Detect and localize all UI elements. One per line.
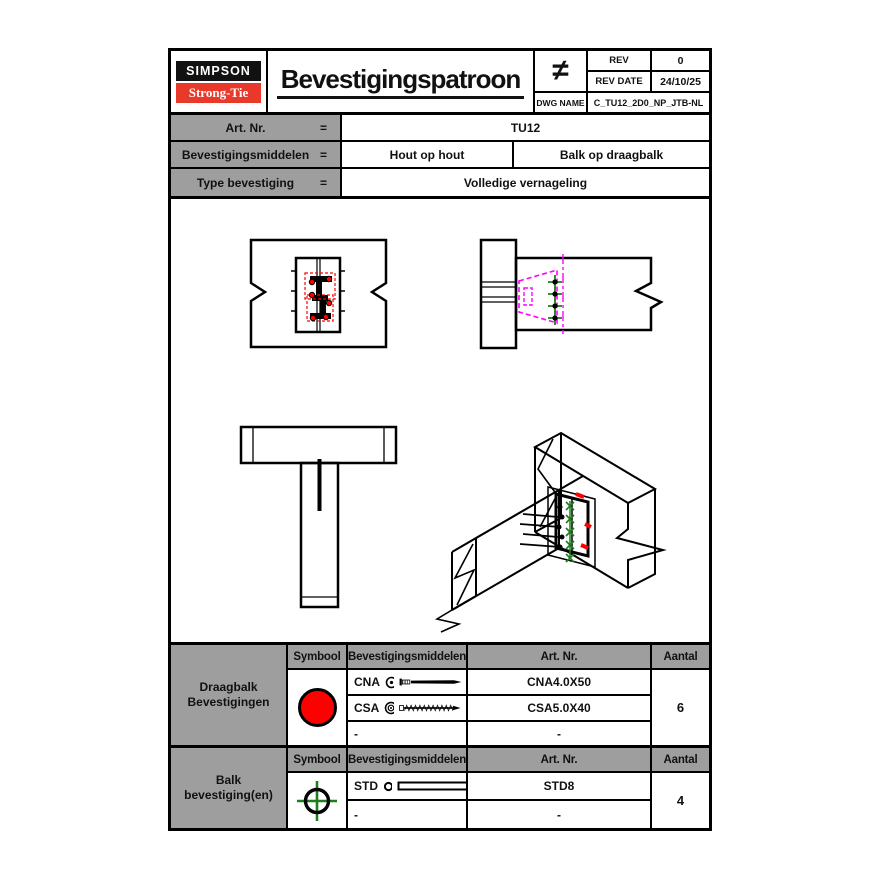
fastener-code: CSA [354,701,380,715]
fastener-label: Bevestigingsmiddelen [181,147,310,162]
fastener-value-2: Balk op draagbalk [514,142,709,167]
col-header-aantal: Aantal [652,748,709,771]
fastener-row-cna [348,670,466,694]
draagbalk-fastener-table [171,645,709,745]
rev-value: 0 [652,51,709,70]
red-circle-icon [298,688,337,727]
section-view-drawing [241,427,396,607]
technical-drawings [171,199,709,639]
artnr-empty: - [468,801,650,828]
col-header-artnr: Art. Nr. [468,645,650,668]
fastener-row-std [348,773,466,799]
artnr-std: STD8 [468,773,650,799]
draagbalk-qty: 6 [652,670,709,745]
page-title: Bevestigingspatroon [277,64,525,99]
logo [171,51,266,112]
screw-icon [399,701,466,715]
fastener-row-csa [348,696,466,720]
title-block [171,51,709,112]
rev-label: REV [588,51,650,70]
artnr-cna: CNA4.0X50 [468,670,650,694]
dwg-name-label: DWG NAME [535,93,586,112]
balk-fastener-table [171,748,709,828]
group-label-draagbalk: Draagbalk Bevestigingen [171,645,286,745]
equals-sign: = [320,120,328,135]
info-table [171,115,709,196]
ring-dot-marker-icon [385,676,394,689]
col-header-symbool: Symbool [288,645,346,668]
artnr-value: TU12 [342,115,709,140]
balk-symbol-cell [288,773,346,828]
crosshair-circle-icon [294,778,340,824]
balk-qty: 4 [652,773,709,828]
dwg-name-value: C_TU12_2D0_NP_JTB-NL [588,93,709,112]
fastener-code: STD [354,779,378,793]
double-ring-marker-icon [384,701,394,715]
circle-marker-icon [383,781,392,792]
equals-sign: = [320,175,328,190]
revision-block [535,51,709,112]
elevation-view-drawing [481,240,661,348]
artnr-empty: - [468,722,650,745]
rev-date-value: 24/10/25 [652,72,709,91]
logo-simpson: SIMPSON [176,61,261,81]
col-header-bevestigingsmiddelen: Bevestigingsmiddelen [348,748,466,771]
sheet-title-cell [268,51,533,112]
artnr-csa: CSA5.0X40 [468,696,650,720]
plan-view-drawing [251,240,386,347]
info-row-artnr-label [171,115,340,140]
group-label-balk: Balk bevestiging(en) [171,748,286,828]
logo-strongtie: Strong-Tie [176,83,261,103]
col-header-artnr: Art. Nr. [468,748,650,771]
fastener-code: CNA [354,675,380,689]
info-row-fastener-label [171,142,340,167]
artnr-label: Art. Nr. [225,120,266,135]
fastener-value-1: Hout op hout [342,142,512,167]
drawing-area [171,199,709,642]
isometric-view-drawing [437,433,663,632]
drawing-sheet [168,48,712,831]
type-label: Type bevestiging [196,175,295,190]
col-header-aantal: Aantal [652,645,709,668]
rev-date-label: REV DATE [588,72,650,91]
col-header-bevestigingsmiddelen: Bevestigingsmiddelen [348,645,466,668]
col-header-symbool: Symbool [288,748,346,771]
equals-sign: = [320,147,328,162]
type-value: Volledige vernageling [342,169,709,196]
nail-icon [399,675,466,689]
draagbalk-symbol-cell [288,670,346,745]
info-row-type-label [171,169,340,196]
fastener-row-empty: - [348,801,466,828]
fastener-row-empty: - [348,722,466,745]
not-equal-icon: ≠ [535,51,586,91]
dowel-pin-icon [397,780,467,792]
